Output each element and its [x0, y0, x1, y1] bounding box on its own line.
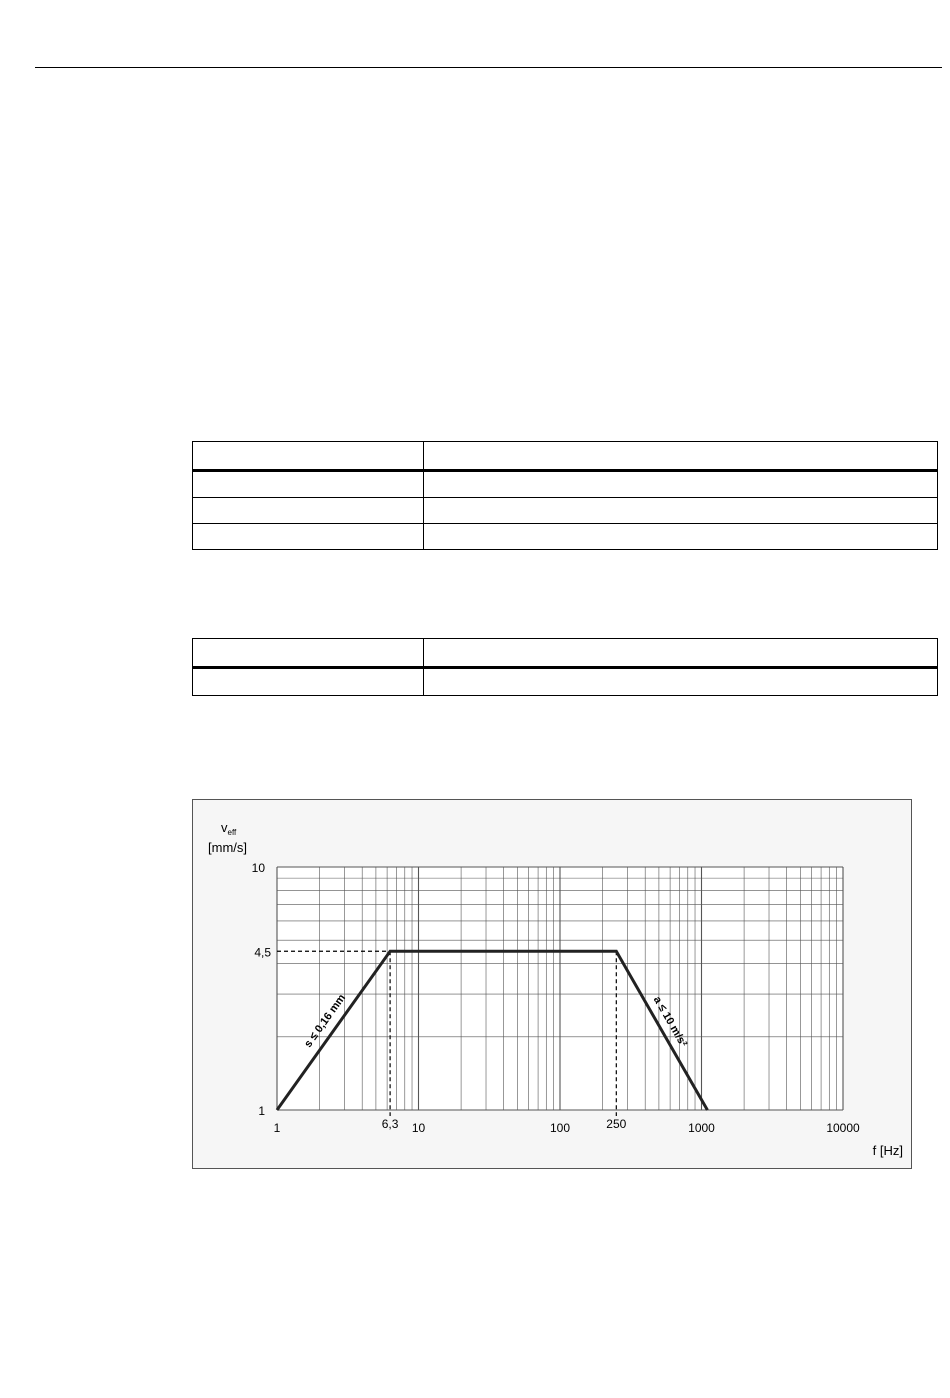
table-cell: [193, 442, 424, 471]
table-cell: [193, 668, 424, 696]
table-cell: [424, 668, 938, 696]
table-cell: [424, 471, 938, 498]
table-row: [193, 471, 938, 498]
y-tick-label: 1: [258, 1104, 265, 1118]
y-marker-label: 4,5: [254, 945, 271, 960]
y-axis-label-main: v: [221, 820, 228, 835]
table-row: [193, 498, 938, 524]
x-tick-label: 1000: [688, 1121, 715, 1135]
table-cell: [424, 524, 938, 550]
x-tick-label: 10000: [826, 1121, 860, 1135]
x-tick-label: 1: [273, 1121, 281, 1135]
x-axis-label: f [Hz]: [872, 1143, 903, 1158]
x-tick-label: 100: [549, 1121, 571, 1135]
header-rule: [35, 67, 942, 68]
table-cell: [193, 471, 424, 498]
table-cell: [424, 442, 938, 471]
table-row: [193, 668, 938, 696]
spec-table-2: [192, 638, 938, 696]
table-header-row: [193, 442, 938, 471]
table-cell: [424, 498, 938, 524]
x-marker-label: 250: [606, 1117, 627, 1131]
table-row: [193, 524, 938, 550]
table-header-row: [193, 639, 938, 668]
y-axis-label: [221, 820, 237, 837]
table-cell: [193, 639, 424, 668]
table-cell: [424, 639, 938, 668]
y-axis-unit: [mm/s]: [208, 840, 247, 855]
y-tick-label: 10: [251, 861, 265, 875]
x-tick-label: 10: [411, 1121, 426, 1135]
spec-table-1: [192, 441, 938, 550]
table-cell: [193, 524, 424, 550]
chart-svg: [193, 800, 913, 1170]
table-cell: [193, 498, 424, 524]
vibration-chart: [192, 799, 912, 1169]
slope-annotation: a ≤ 10 m/s²: [650, 994, 690, 1050]
slope-annotation: s ≤ 0,16 mm: [302, 992, 349, 1050]
x-marker-label: 6,3: [381, 1117, 399, 1131]
y-axis-label-sub: eff: [227, 828, 237, 837]
